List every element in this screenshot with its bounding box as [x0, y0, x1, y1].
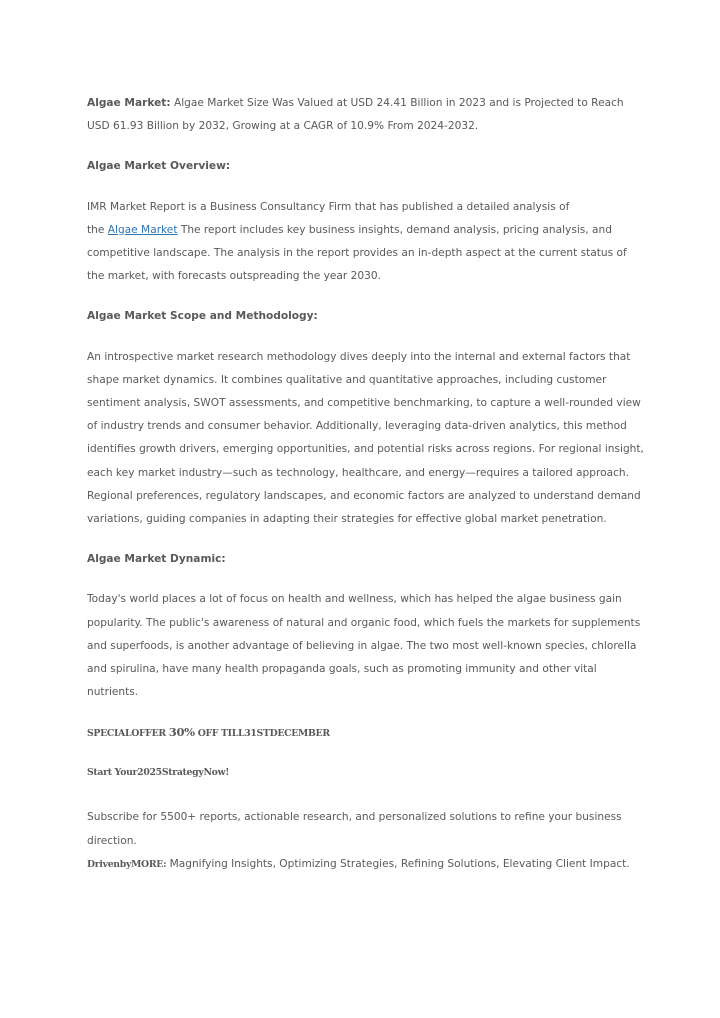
- scope-line: An introspective market research methodology dives deeply into the internal and external factors that: [87, 350, 631, 363]
- dynamic-line: popularity. The public's awareness of natural and organic food, which fuels the markets for supplements: [87, 616, 641, 629]
- scope-line: shape market dynamics. It combines qualitative and quantitative approaches, including customer: [87, 373, 607, 386]
- dynamic-line: nutrients.: [87, 686, 139, 699]
- subscribe-paragraph: [87, 806, 647, 876]
- overview-line-4: the market, with forecasts outspreading the year 2030.: [87, 270, 381, 283]
- dynamic-line: and superfoods, is another advantage of believing in algae. The two most well-known species, chlorella: [87, 639, 637, 652]
- overview-line-2-rest: The report includes key business insights, demand analysis, pricing analysis, and: [177, 223, 612, 236]
- overview-line-2-prefix: the: [87, 223, 108, 236]
- scope-line: of industry trends and consumer behavior. Additionally, leveraging data-driven analytics, this method: [87, 420, 627, 433]
- scope-line: sentiment analysis, SWOT assessments, and competitive benchmarking, to capture a well-rounded view: [87, 397, 641, 410]
- driven-by-more-text: Magnifying Insights, Optimizing Strategies, Refining Solutions, Elevating Client Impact.: [166, 857, 630, 870]
- special-offer-banner: [87, 721, 647, 745]
- overview-line-3: competitive landscape. The analysis in the report provides an in-depth aspect at the current status of: [87, 247, 627, 260]
- intro-line-1: Algae Market Size Was Valued at USD 24.41 Billion in 2023 and is Projected to Reach: [173, 97, 624, 109]
- strategy-cta: Start Your2025StrategyNow!: [87, 767, 230, 779]
- scope-line: each key market industry—such as technology, healthcare, and energy—requires a tailored approach.: [87, 466, 629, 479]
- document-body: [87, 92, 647, 876]
- dynamic-line: and spirulina, have many health propaganda goals, such as promoting immunity and other vital: [87, 663, 597, 676]
- dynamic-line: Today's world places a lot of focus on health and wellness, which has helped the algae business gain: [87, 593, 622, 606]
- intro-line-2: USD 61.93 Billion by 2032, Growing at a CAGR of 10.9% From 2024-2032.: [87, 120, 479, 133]
- overview-heading: Algae Market Overview:: [87, 160, 231, 173]
- intro-label: Algae Market:: [87, 97, 171, 109]
- overview-paragraph: [87, 196, 647, 289]
- special-offer-part-1: SPECIALOFFER: [87, 728, 169, 740]
- subscribe-line-1: Subscribe for 5500+ reports, actionable research, and personalized solutions to refine your business: [87, 811, 622, 824]
- overview-line-1: IMR Market Report is a Business Consultancy Firm that has published a detailed analysis of: [87, 200, 570, 213]
- subscribe-line-2: direction.: [87, 834, 137, 847]
- scope-line: Regional preferences, regulatory landscapes, and economic factors are analyzed to understand demand: [87, 489, 641, 502]
- scope-heading: Algae Market Scope and Methodology:: [87, 310, 318, 323]
- special-offer-percent: 30%: [168, 725, 195, 740]
- algae-market-link[interactable]: Algae Market: [107, 223, 178, 236]
- scope-line: variations, guiding companies in adapting their strategies for effective global market penetration.: [87, 513, 607, 526]
- special-offer-part-2: OFF TILL31STDECEMBER: [194, 728, 330, 740]
- scope-paragraph: [87, 346, 647, 532]
- intro-paragraph: [87, 92, 647, 138]
- dynamic-paragraph: [87, 588, 647, 704]
- scope-line: identifies growth drivers, emerging opportunities, and potential risks across regions. For regional insight,: [87, 443, 644, 456]
- driven-by-more-label: DrivenbyMORE:: [87, 858, 167, 870]
- dynamic-heading: Algae Market Dynamic:: [87, 553, 226, 566]
